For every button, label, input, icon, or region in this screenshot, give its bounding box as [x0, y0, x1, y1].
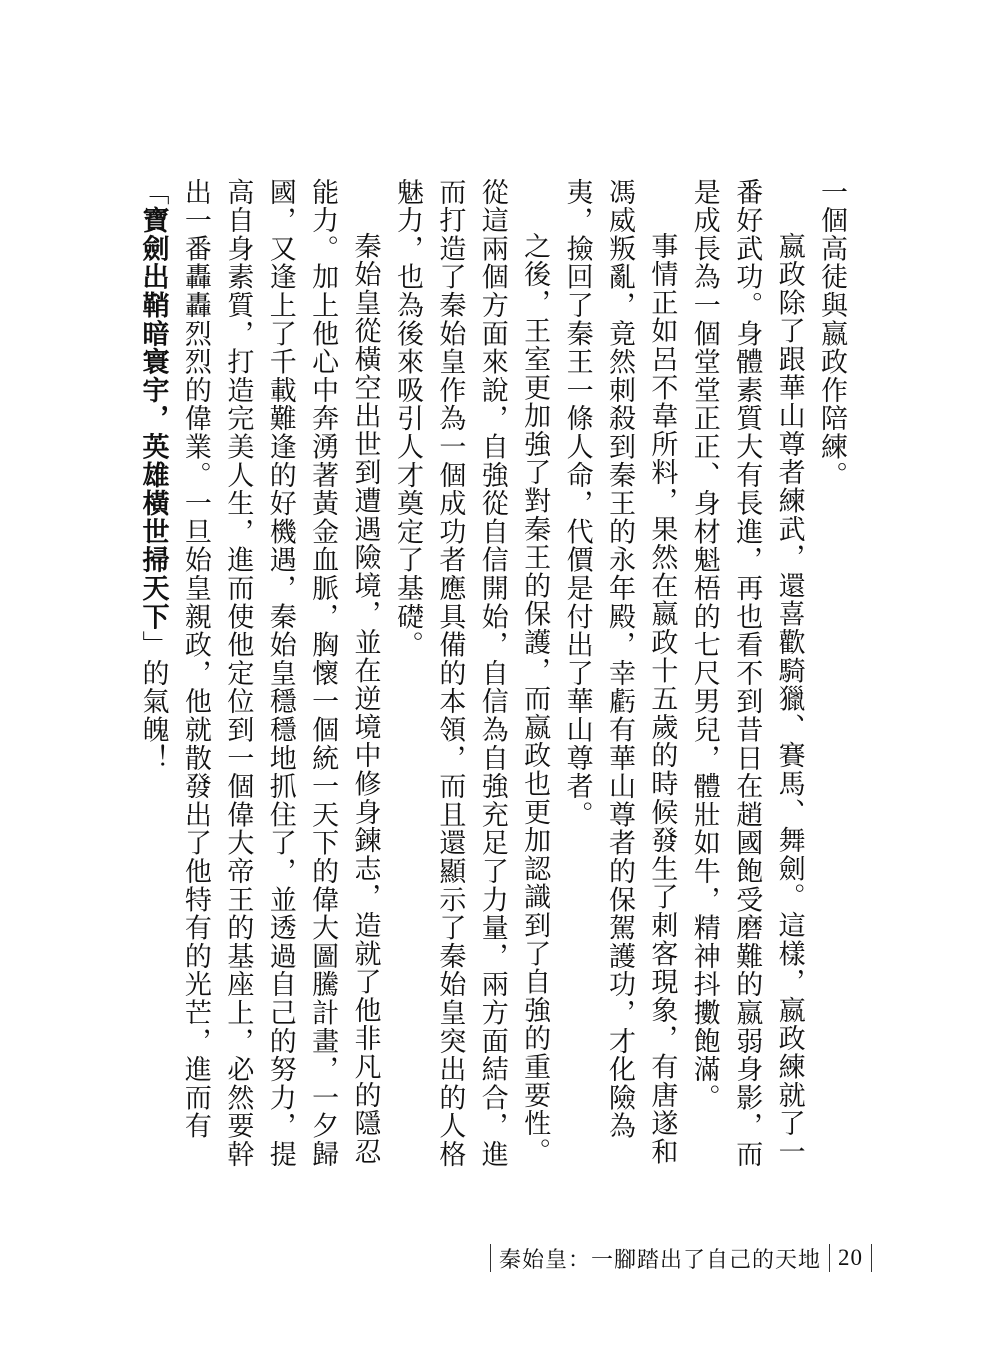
paragraph-5-emphasis: 寶劍出鞘暗寰宇，英雄橫世掃天下 — [137, 206, 169, 631]
paragraph-3: 事情正如呂不韋所料，果然在嬴政十五歲的時候發生了刺客現象，有唐遂和馮威叛亂，竟然刺殺到秦王的永年殿，幸虧有華山尊者的保駕護功，才化險為夷，撿回了秦王一條人命，代價是付出了華山尊者。 — [561, 178, 678, 1166]
paragraph-5 — [132, 178, 386, 1178]
footer-book-title: 秦始皇：一腳踏出了自己的天地 — [498, 1247, 821, 1273]
footer-divider-left — [490, 1244, 491, 1272]
body-text — [132, 178, 852, 1178]
paragraph-5-end: 」的氣魄！ — [137, 630, 169, 773]
footer-divider-right — [871, 1244, 872, 1272]
paragraph-5-main: 秦始皇從橫空出世到遭遇險境，並在逆境中修身鍊志，造就了他非凡的隱忍能力。加上他心中奔湧著黃金血脈，胸懷一個統一天下的偉大圖騰計畫，一夕歸國，又逢上了千載難逢的好機遇，秦始皇穩穩地抓住了，並透過自己的努力，提高自身素質，打造完美人生，進而使他定位到一個偉大帝王的基座上，必然要幹出一番轟轟烈烈的偉業。一旦始皇親政，他就散發出了他特有的光芒，進而有「 — [137, 178, 381, 1169]
paragraph-4: 之後，王室更加強了對秦王的保護，而嬴政也更加認識到了自強的重要性。從這兩個方面來說，自強從自信開始，自信為自強充足了力量，兩方面結合，進而打造了秦始皇作為一個成功者應具備的本領，而且還顯示了秦始皇突出的人格魅力，也為後來吸引人才奠定了基礎。 — [391, 178, 551, 1169]
running-footer — [482, 1238, 880, 1278]
paragraph-1: 一個高徒與嬴政作陪練。 — [816, 178, 847, 490]
page-number: 20 — [838, 1245, 863, 1270]
footer-divider-middle — [829, 1244, 830, 1272]
paragraph-2: 嬴政除了跟華山尊者練武，還喜歡騎獵、賽馬、舞劍。這樣，嬴政練就了一番好武功。身體素質大有長進，再也看不到昔日在趙國飽受磨難的嬴弱身影，而是成長為一個堂堂正正、身材魁梧的七尺男兒，體壯如牛，精神抖擻飽滿。 — [688, 178, 805, 1169]
